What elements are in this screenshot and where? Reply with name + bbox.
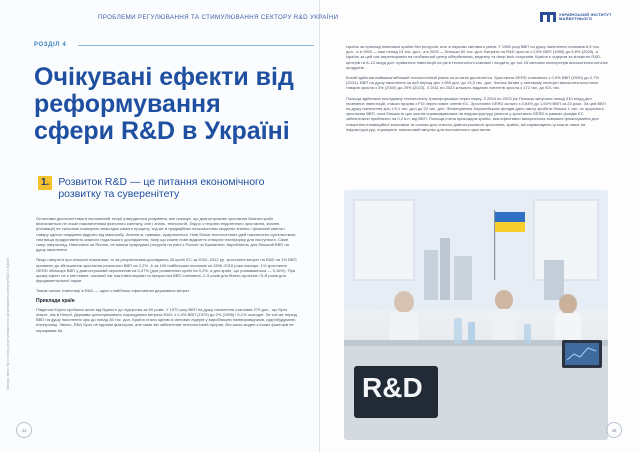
page-title: Очікувані ефекти від реформування сфери R&D в Україні xyxy=(34,63,294,145)
flag-blue xyxy=(495,212,525,222)
examples-heading: Приклади країн xyxy=(36,297,75,304)
paragraph-korea: Південна Корея пройшла шлях від бідності до лідерства за 50 років. У 1970 році ВВП на душу населення становив 279 дол., що було нижче, ніж в Нігерії. Держава цілеспрямовано нарощувала витрати R&D: з 0,4% ВВП (1970) до 2% (1995) і 5,1% сьогодні. За той же період ВВП на душу населення зріс до понад 36 тис. дол. Країна стала одним із світових лідерів у виробництві напівпровідників, суднобудуванні, електроніці. Звісно, R&D було не єдиним фактором, але саме він забезпечив технологічний прорив, без якого жоден з інших факторів не спрацював би. xyxy=(36,306,297,333)
left-body xyxy=(36,216,298,338)
paragraph-poland: Польща здійснила послідовну технологічну трансформацію через науку. З 2004 по 2023 рік Польща залучила понад 310 млрд дол. іноземних інвестицій, сташіи прорвя з FDI через нових членів ЄС. Зростання GERD склало з 0,64% до 1,60% ВВП за 23 роки. За цей ВВП на душу населення зріс з 5,1 тис. дол до 22 тис. дол. Фінансування Європейських фондів дало змогу зробити більше 1 тис. ос щорічного зростання ВВП, хоча більшість цих коштів спрямовувалася на інфраструктуру (внесок у зростання GERD в рамках фондів ЄС забезпечили приблизно на 0,2 в.п. від ВВП. Польща стала прикладом країни, яка ефективно використала зовнішнє фінансування для створення інноваційної економіки та основи для сталого довгострокового зростання, країни, які спрямовують ці кошти лише на інфраструктуру, отримують тимчасовий імпульс для економічного зростання. xyxy=(346,95,606,132)
side-running-text: Міжнар. зміни: бути готови до регулювання та фінансування розвитку R&D в Україні xyxy=(6,257,10,390)
institute-logo xyxy=(540,12,612,22)
running-header: ПРОБЛЕМИ РЕГУЛЮВАННЯ ТА СТИМУЛЮВАННЯ СЕКТОРУ R&D УКРАЇНИ xyxy=(98,14,339,21)
rd-sign-text: R&D xyxy=(362,372,423,403)
subsection-heading xyxy=(38,176,298,201)
subsection-title: Розвиток R&D — це питання економічного розвитку та суверенітету xyxy=(58,176,265,201)
right-body xyxy=(346,44,608,137)
page-number-left: 44 xyxy=(16,422,32,438)
section-tag: РОЗДІЛ 4 xyxy=(34,42,67,48)
logo-icon xyxy=(540,12,556,22)
logo-text: УКРАЇНСЬКИЙ ІНСТИТУТ МАЙБУТНЬОГО xyxy=(559,11,612,21)
lab-photo xyxy=(344,190,608,440)
paragraph: Останніми десятиліттями в економічній теорії утвердилося розуміння, яке показує, що довгострокове зростання багатих країн визначається не лише накопиченням фізичного капіталу, але і знань, технологій. Згідно з теорією ендогенного зростання, знання (інновації) не сильніше показують внаслідок самого процесу, тод же в традиційних неокласичних моделях знання і фізичний капітал товару одного опадання відрізно від масштабу. Знання ж, навпаки, кумулюються. Нові блоки технологічних ідей накопичено суспільством, тим вища продуктивність кожного подальшого дослідження, тому що кожне нове відкриття створює платформу для наступного. Саме тому, наприклад, Німеччина чи Японія, не маючи природних ресурсів на рівні з Росією чи Бразилією, виробляють для більший ВВП на душу населення. xyxy=(36,216,297,253)
paragraph: Якщо говорити про кількісні показники, то за результатами досліджень 28 країн ЄС за 2002–2012 рр. зростання витрат на R&D на 1% ВВП призвело до збільшення зростання реального ВВП на 2,2%. А за 100 найбільших економік за 1996–2015 роки показує: 1% зростання GERD збільшує ВВП у довгостроковій перспективі на 0,07% (для розвинених країн на 0,2%, а для країн, що розвиваються — 0,16%). При цьому ефект не є миттєвим: часовий лаг між інвестиціями та приростом ВВП становить 2–5 років для бізнес-проєктів і 5–8 років для фундаментальної науки. xyxy=(36,257,297,284)
subsection-number: 1. xyxy=(38,176,52,190)
page-number-right: 45 xyxy=(606,422,622,438)
paragraph-israel: Ізраїль як приклад невеликої країни без ресурсів, але зі науково світового рівня. У 1980 році ВВП на душу населення становив 6,5 тис. дол., а в 1990 — вже понад 13 тис. дол., а в 2025 — близько 60 тис. дол. Витрати на R&D зросли з 2,5% ВВП (1985) до 6,8% (2025), а Ізраїль за цей час перетворився на глобальний центр кібербезпеки, медтеху та deep-tech стартапів. Країна є лідером за кількістю R&D-центрів та 8–12 млрд дол. приватних інвестицій на рік в технологічні компанії і входить до топ-15 світових експортерів високотехнологічних продуктів. xyxy=(346,44,608,70)
paragraph-china: Китай здійснив наймасштабніший технологічний ривок за останні десятиліття. Зростання GERD становило з 0,9% ВВП (2000) до 2,7% (2024). ВВП на душу населення за цей період зріс з 959 дол. до 13,3 тис. дол. Частка Китаю у світовому експорті високотехнологічних товарів зросла з 3% (2000) до 25% (2023). З 2011 по 2023 кількість виданих патентів зросла з 172 тис. до 921 тис. xyxy=(346,75,600,91)
paragraph: Таким чином, інвестиції в R&D — одна з найбільш ефективних державних витрат. xyxy=(36,288,190,294)
flag-yellow xyxy=(495,222,525,232)
section-rule xyxy=(78,45,314,46)
